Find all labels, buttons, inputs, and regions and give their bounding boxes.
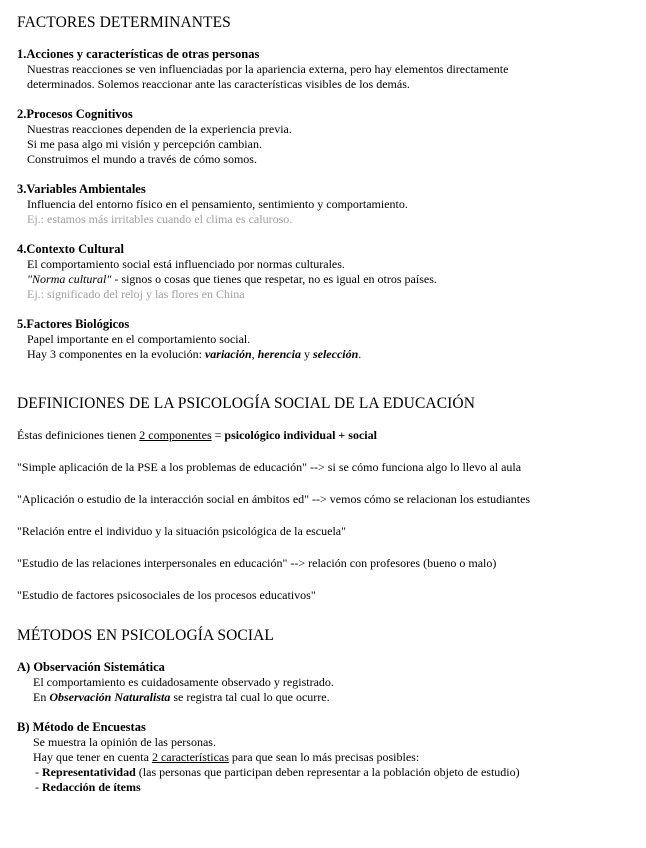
definition-3: "Relación entre el individuo y la situación psicológica de la escuela" <box>17 524 347 538</box>
intro-eq: = <box>211 428 225 442</box>
definition-5: "Estudio de factores psicosociales de los procesos educativos" <box>17 588 316 602</box>
factor-5-line-2 <box>17 347 637 362</box>
metodo-a-line-1: El comportamiento es cuidadosamente observado y registrado. <box>33 675 334 689</box>
metodo-a-line-2-end: se registra tal cual lo que ocurre. <box>170 690 330 704</box>
term-seleccion: selección <box>312 347 359 361</box>
metodo-b-line-1: Se muestra la opinión de las personas. <box>33 735 216 749</box>
factor-4-title: 4.Contexto Cultural <box>17 242 124 256</box>
term-herencia: herencia <box>257 347 301 361</box>
metodo-b-item-2 <box>17 780 637 795</box>
definition-4: "Estudio de las relaciones interpersonales en educación" --> relación con profesores (bueno o malo) <box>17 556 497 570</box>
factor-4-norma-line <box>17 272 637 287</box>
definition-1: "Simple aplicación de la PSE a los problemas de educación" --> si se cómo funciona algo lo llevo al aula <box>17 460 522 474</box>
factor-5-line-1: Papel importante en el comportamiento social. <box>27 332 251 346</box>
metodo-a-line-2 <box>17 690 637 705</box>
factor-1-line-1: Nuestras reacciones se ven influenciadas por la apariencia externa, pero hay elementos directamente <box>27 62 509 76</box>
item-1-rest: (las personas que participan deben representar a la población objeto de estudio) <box>135 765 520 779</box>
intro-underlined: 2 componentes <box>139 428 212 442</box>
metodo-b-line-2-end: para que sean lo más precisas posibles: <box>228 750 420 764</box>
factor-2 <box>17 107 637 167</box>
metodo-b-line-2-start: Hay que tener en cuenta <box>33 750 152 764</box>
term-variacion: variación <box>204 347 252 361</box>
factor-2-line-2: Si me pasa algo mi visión y percepción cambian. <box>27 137 262 151</box>
metodo-b-title: B) Método de Encuestas <box>17 720 146 734</box>
factor-4 <box>17 242 637 302</box>
item-2-bold: Redacción de ítems <box>42 780 141 794</box>
factor-5-title: 5.Factores Biológicos <box>17 317 130 331</box>
metodo-a-title: A) Observación Sistemática <box>17 660 165 674</box>
item-2-dash: - <box>35 780 42 794</box>
factor-5-line-2-start: Hay 3 componentes en la evolución: <box>27 347 205 361</box>
metodo-b-line-2 <box>17 750 637 765</box>
intro-bold: psicológico individual + social <box>224 428 377 442</box>
sep-2: y <box>300 347 313 361</box>
heading-definiciones: DEFINICIONES DE LA PSICOLOGÍA SOCIAL DE LA EDUCACIÓN <box>17 395 475 412</box>
end-period: . <box>358 347 362 361</box>
definition-2: "Aplicación o estudio de la interacción social en ámbitos ed" --> vemos cómo se relacionan los estudiantes <box>17 492 531 506</box>
factor-3-title: 3.Variables Ambientales <box>17 182 146 196</box>
factor-5 <box>17 317 637 362</box>
heading-factores-determinantes: FACTORES DETERMINANTES <box>17 14 231 31</box>
norma-cultural-rest: - signos o cosas que tienes que respetar, no es igual en otros países. <box>111 272 437 286</box>
factor-3-example: Ej.: estamos más irritables cuando el clima es caluroso. <box>27 212 293 226</box>
definiciones-intro <box>17 428 637 443</box>
metodo-b <box>17 720 637 795</box>
factor-3 <box>17 182 637 227</box>
observacion-naturalista-term: Observación Naturalista <box>49 690 171 704</box>
factor-2-line-3: Construimos el mundo a través de cómo somos. <box>27 152 257 166</box>
item-1-dash: - <box>35 765 42 779</box>
sep-1: , <box>251 347 258 361</box>
factor-2-line-1: Nuestras reacciones dependen de la experiencia previa. <box>27 122 292 136</box>
factor-1 <box>17 47 637 92</box>
metodo-b-underlined: 2 características <box>151 750 229 764</box>
factor-3-line-1: Influencia del entorno físico en el pensamiento, sentimiento y comportamiento. <box>27 197 408 211</box>
heading-metodos: MÉTODOS EN PSICOLOGÍA SOCIAL <box>17 627 274 644</box>
factor-1-line-2: determinados. Solemos reaccionar ante las características visibles de los demás. <box>27 77 410 91</box>
metodo-b-item-1 <box>17 765 637 780</box>
factor-2-title: 2.Procesos Cognitivos <box>17 107 133 121</box>
factor-1-title: 1.Acciones y características de otras personas <box>17 47 260 61</box>
metodo-a-line-2-start: En <box>33 690 50 704</box>
intro-start: Éstas definiciones tienen <box>17 428 140 442</box>
factor-4-example: Ej.: significado del reloj y las flores en China <box>27 287 245 301</box>
factor-4-line-1: El comportamiento social está influenciado por normas culturales. <box>27 257 345 271</box>
document-page <box>17 14 637 795</box>
item-1-bold: Representatividad <box>42 765 136 779</box>
norma-cultural-term: "Norma cultural" <box>27 272 112 286</box>
metodo-a <box>17 660 637 705</box>
